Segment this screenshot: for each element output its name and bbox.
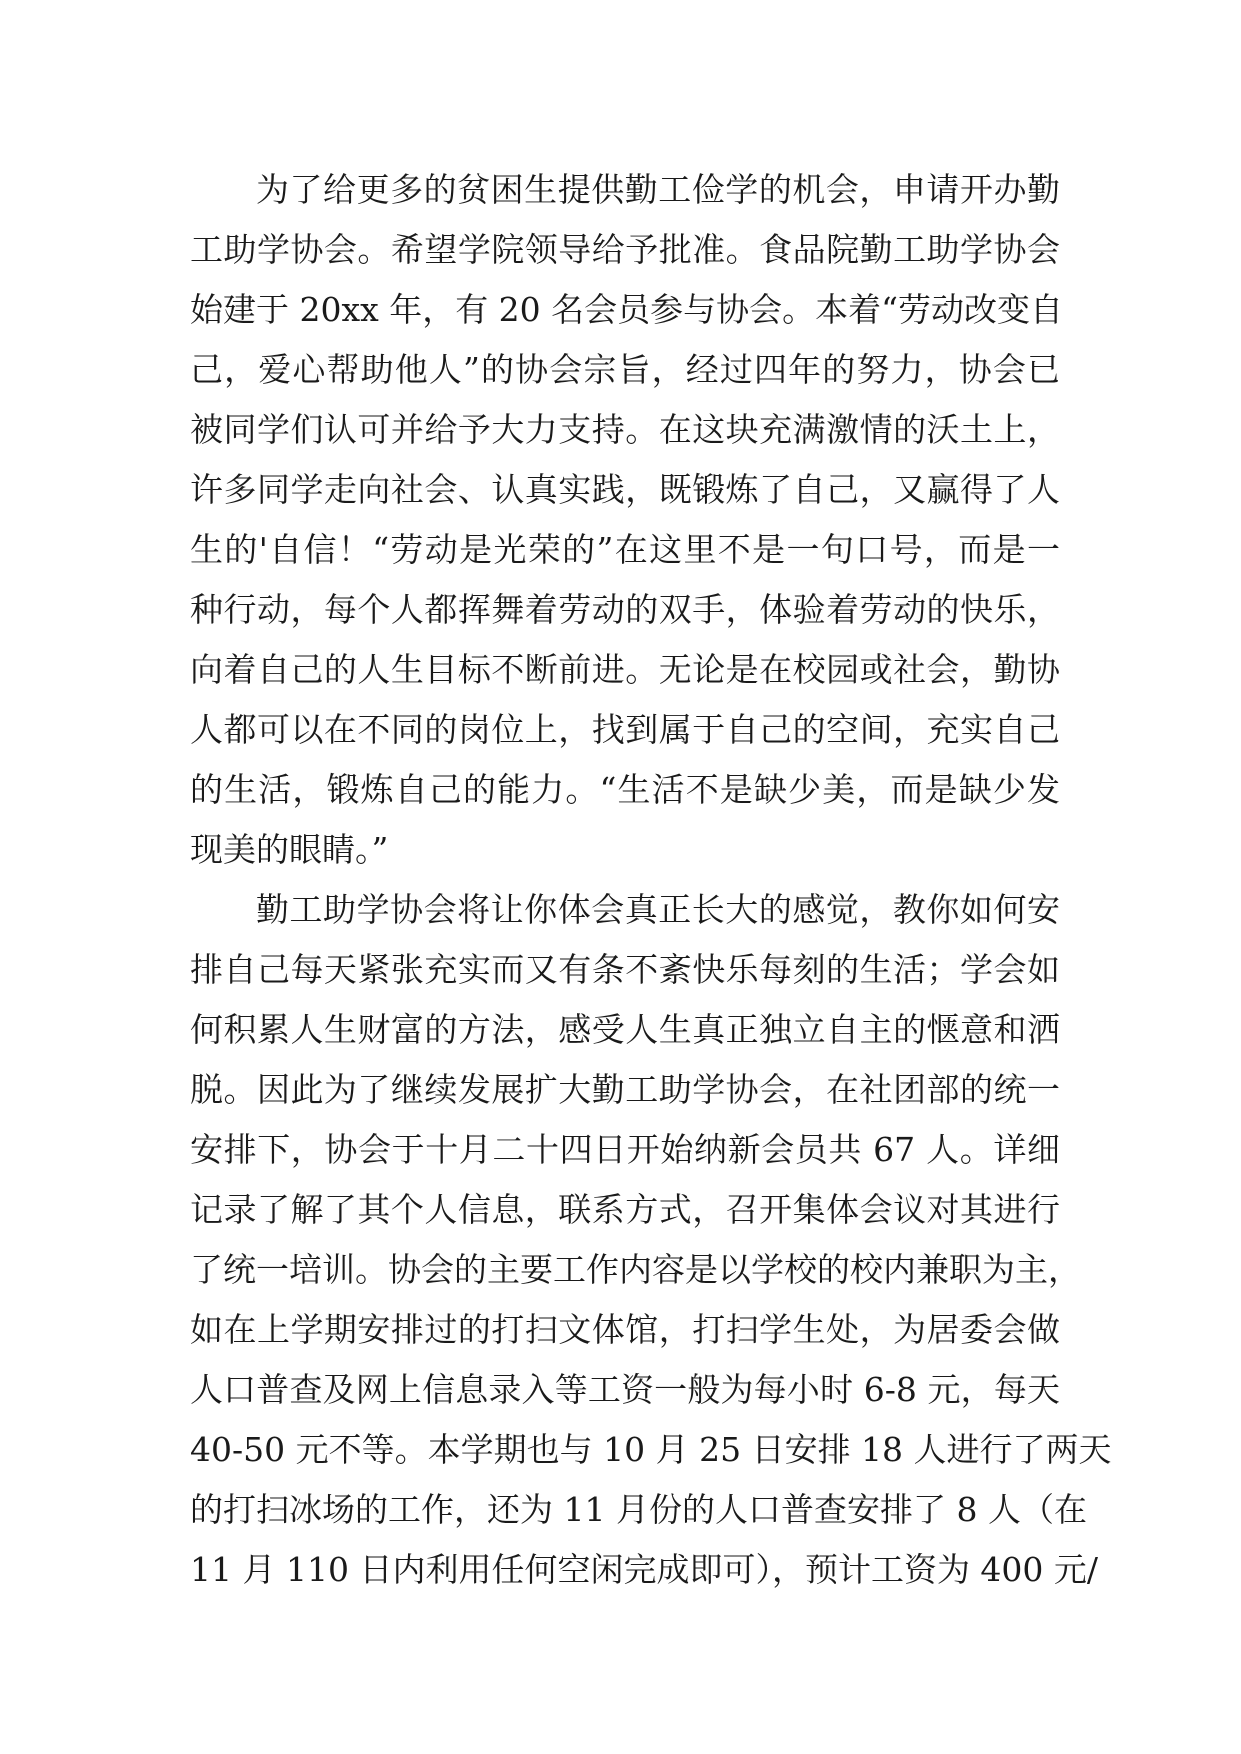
paragraph-line: 许多同学走向社会、认真实践，既锻炼了自己，又赢得了人 xyxy=(190,470,1060,509)
paragraph-line: 何积累人生财富的方法，感受人生真正独立自主的惬意和洒 xyxy=(190,1010,1060,1049)
paragraph-2 xyxy=(190,880,1112,1600)
paragraph-line: 勤工助学协会将让你体会真正长大的感觉，教你如何安 xyxy=(256,890,1060,929)
paragraph-line: 现美的眼睛。” xyxy=(190,830,389,869)
paragraph-line: 了统一培训。协会的主要工作内容是以学校的校内兼职为主， xyxy=(190,1250,1081,1289)
paragraph-line: 工助学协会。希望学院领导给予批准。食品院勤工助学协会 xyxy=(190,230,1060,269)
paragraph-line: 脱。因此为了继续发展扩大勤工助学协会，在社团部的统一 xyxy=(190,1070,1060,1109)
paragraph-line: 的生活，锻炼自己的能力。“生活不是缺少美，而是缺少发 xyxy=(190,770,1060,809)
paragraph-line: 生的'自信！“劳动是光荣的”在这里不是一句口号，而是一 xyxy=(190,530,1060,569)
paragraph-line: 如在上学期安排过的打扫文体馆，打扫学生处，为居委会做 xyxy=(190,1310,1060,1349)
paragraph-line: 向着自己的人生目标不断前进。无论是在校园或社会，勤协 xyxy=(190,650,1060,689)
paragraph-line: 人口普查及网上信息录入等工资一般为每小时 6-8 元，每天 xyxy=(190,1370,1060,1409)
paragraph-line: 为了给更多的贫困生提供勤工俭学的机会，申请开办勤 xyxy=(256,170,1060,209)
paragraph-line: 己，爱心帮助他人”的协会宗旨，经过四年的努力，协会已 xyxy=(190,350,1060,389)
paragraph-line: 种行动，每个人都挥舞着劳动的双手，体验着劳动的快乐， xyxy=(190,590,1060,629)
paragraph-line: 11 月 110 日内利用任何空闲完成即可），预计工资为 400 元/ xyxy=(190,1550,1099,1589)
body-text xyxy=(190,160,1112,1600)
paragraph-line: 的打扫冰场的工作，还为 11 月份的人口普查安排了 8 人（在 xyxy=(190,1490,1087,1529)
paragraph-line: 安排下，协会于十月二十四日开始纳新会员共 67 人。详细 xyxy=(190,1130,1060,1169)
paragraph-line: 始建于 20xx 年，有 20 名会员参与协会。本着“劳动改变自 xyxy=(190,290,1064,329)
paragraph-line: 人都可以在不同的岗位上，找到属于自己的空间，充实自己 xyxy=(190,710,1060,749)
paragraph-line: 40-50 元不等。本学期也与 10 月 25 日安排 18 人进行了两天 xyxy=(190,1430,1112,1469)
paragraph-line: 被同学们认可并给予大力支持。在这块充满激情的沃土上， xyxy=(190,410,1060,449)
paragraph-line: 排自己每天紧张充实而又有条不紊快乐每刻的生活；学会如 xyxy=(190,950,1060,989)
paragraph-1 xyxy=(190,160,1064,880)
paragraph-line: 记录了解了其个人信息，联系方式，召开集体会议对其进行 xyxy=(190,1190,1060,1229)
